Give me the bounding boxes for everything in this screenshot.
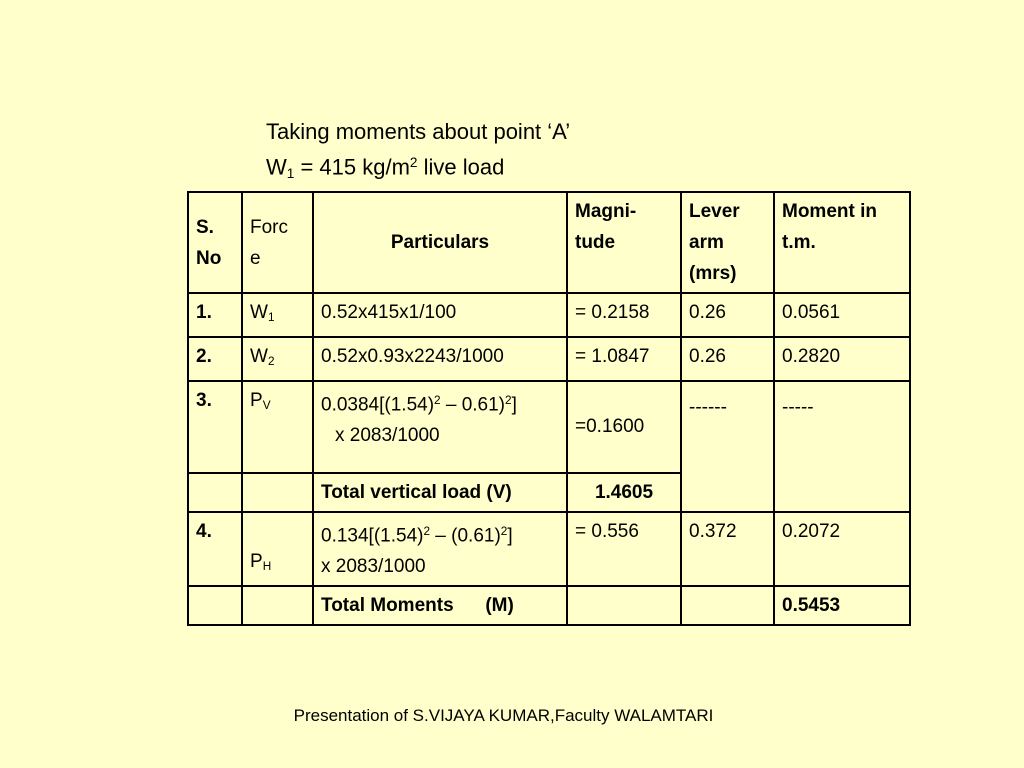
row4-p-part-a: 0.134[(1.54) bbox=[321, 525, 424, 547]
table-row bbox=[188, 293, 910, 337]
w-symbol: W bbox=[266, 154, 287, 180]
row2-force bbox=[242, 337, 313, 381]
header-moment-line-1: Moment in bbox=[782, 201, 877, 222]
row4-p-sup-1: 2 bbox=[423, 524, 431, 538]
header-force-line-1: Forc bbox=[250, 216, 288, 238]
row2-lever: 0.26 bbox=[681, 337, 774, 381]
moments-table bbox=[187, 191, 911, 626]
row4-sno: 4. bbox=[188, 512, 242, 586]
row3-p-part-a: 0.0384[(1.54) bbox=[321, 394, 435, 416]
header-lever-arm bbox=[681, 192, 774, 293]
header-moment bbox=[774, 192, 910, 293]
header-sno-line-2: No bbox=[196, 247, 222, 269]
row4-p-part-b: – (0.61) bbox=[430, 525, 501, 547]
row3-moment: ----- bbox=[774, 381, 910, 512]
total-moments-magnitude bbox=[567, 586, 681, 625]
row3-magnitude: =0.1600 bbox=[567, 381, 681, 473]
row4-lever: 0.372 bbox=[681, 512, 774, 586]
header-lever-line-3: (mrs) bbox=[689, 263, 737, 284]
header-lever-line-2: arm bbox=[689, 232, 724, 253]
w-tail: live load bbox=[417, 154, 505, 180]
row3-force bbox=[242, 381, 313, 473]
row4-particulars-line-2: x 2083/1000 bbox=[321, 556, 426, 578]
table-row bbox=[188, 381, 910, 473]
row4-force bbox=[242, 512, 313, 586]
row3-p-line2-text: x 2083/1000 bbox=[335, 425, 440, 447]
total-vertical-sno bbox=[188, 473, 242, 512]
row1-magnitude: = 0.2158 bbox=[567, 293, 681, 337]
row2-force-symbol: W bbox=[250, 345, 268, 367]
row1-force-subscript: 1 bbox=[267, 310, 275, 324]
total-moments-force bbox=[242, 586, 313, 625]
header-magnitude-line-1: Magni- bbox=[575, 201, 637, 222]
w-superscript: 2 bbox=[409, 155, 418, 170]
row1-sno: 1. bbox=[188, 293, 242, 337]
row2-magnitude: = 1.0847 bbox=[567, 337, 681, 381]
table-row bbox=[188, 512, 910, 586]
row3-particulars-line-2 bbox=[321, 420, 559, 451]
total-moments-lever bbox=[681, 586, 774, 625]
row3-sno: 3. bbox=[188, 381, 242, 473]
total-moments-sno bbox=[188, 586, 242, 625]
presentation-footer: Presentation of S.VIJAYA KUMAR,Faculty WALAMTARI bbox=[293, 706, 714, 725]
row2-force-subscript: 2 bbox=[267, 354, 275, 368]
total-moments-label: Total Moments (M) bbox=[313, 586, 567, 625]
row4-p-part-c: ] bbox=[507, 525, 513, 547]
header-moment-line-2: t.m. bbox=[782, 232, 816, 253]
row2-moment: 0.2820 bbox=[774, 337, 910, 381]
row4-p-sup-2: 2 bbox=[500, 524, 508, 538]
header-row bbox=[188, 192, 910, 293]
total-vertical-label: Total vertical load (V) bbox=[313, 473, 567, 512]
row1-particulars: 0.52x415x1/100 bbox=[313, 293, 567, 337]
header-lever-line-1: Lever bbox=[689, 201, 740, 222]
total-vertical-value: 1.4605 bbox=[567, 473, 681, 512]
row3-force-subscript: V bbox=[262, 398, 271, 412]
header-force bbox=[242, 192, 313, 293]
row3-force-symbol: P bbox=[250, 389, 263, 411]
header-particulars: Particulars bbox=[313, 192, 567, 293]
header-force-line-2: e bbox=[250, 247, 261, 269]
row3-p-part-c: ] bbox=[511, 394, 517, 416]
total-moments-value: 0.5453 bbox=[774, 586, 910, 625]
row3-lever: ------ bbox=[681, 381, 774, 512]
total-moments-row bbox=[188, 586, 910, 625]
row4-force-subscript: H bbox=[262, 560, 272, 574]
header-magnitude-line-2: tude bbox=[575, 232, 616, 253]
row4-moment: 0.2072 bbox=[774, 512, 910, 586]
row4-particulars-line-1 bbox=[321, 516, 559, 551]
row1-force-symbol: W bbox=[250, 302, 268, 323]
w-value: = 415 kg/m bbox=[294, 154, 410, 180]
row4-particulars bbox=[313, 512, 567, 586]
table-row bbox=[188, 337, 910, 381]
row3-p-sup-2: 2 bbox=[505, 393, 512, 407]
row4-magnitude: = 0.556 bbox=[567, 512, 681, 586]
total-vertical-force bbox=[242, 473, 313, 512]
row1-lever: 0.26 bbox=[681, 293, 774, 337]
w-subscript: 1 bbox=[286, 165, 295, 181]
row4-force-symbol: P bbox=[250, 551, 263, 573]
row3-p-sup-1: 2 bbox=[434, 393, 441, 407]
heading-line-1: Taking moments about point ‘A’ bbox=[266, 119, 571, 144]
row2-sno: 2. bbox=[188, 337, 242, 381]
row2-particulars: 0.52x0.93x2243/1000 bbox=[313, 337, 567, 381]
slide-heading bbox=[266, 116, 570, 189]
header-magnitude bbox=[567, 192, 681, 293]
row1-force bbox=[242, 293, 313, 337]
row3-p-part-b: – 0.61) bbox=[440, 394, 506, 416]
row3-particulars-line-1 bbox=[321, 385, 559, 420]
heading-line-2 bbox=[266, 147, 570, 189]
header-sno bbox=[188, 192, 242, 293]
row3-particulars bbox=[313, 381, 567, 473]
row1-moment: 0.0561 bbox=[774, 293, 910, 337]
header-sno-line-1: S. bbox=[196, 216, 214, 238]
